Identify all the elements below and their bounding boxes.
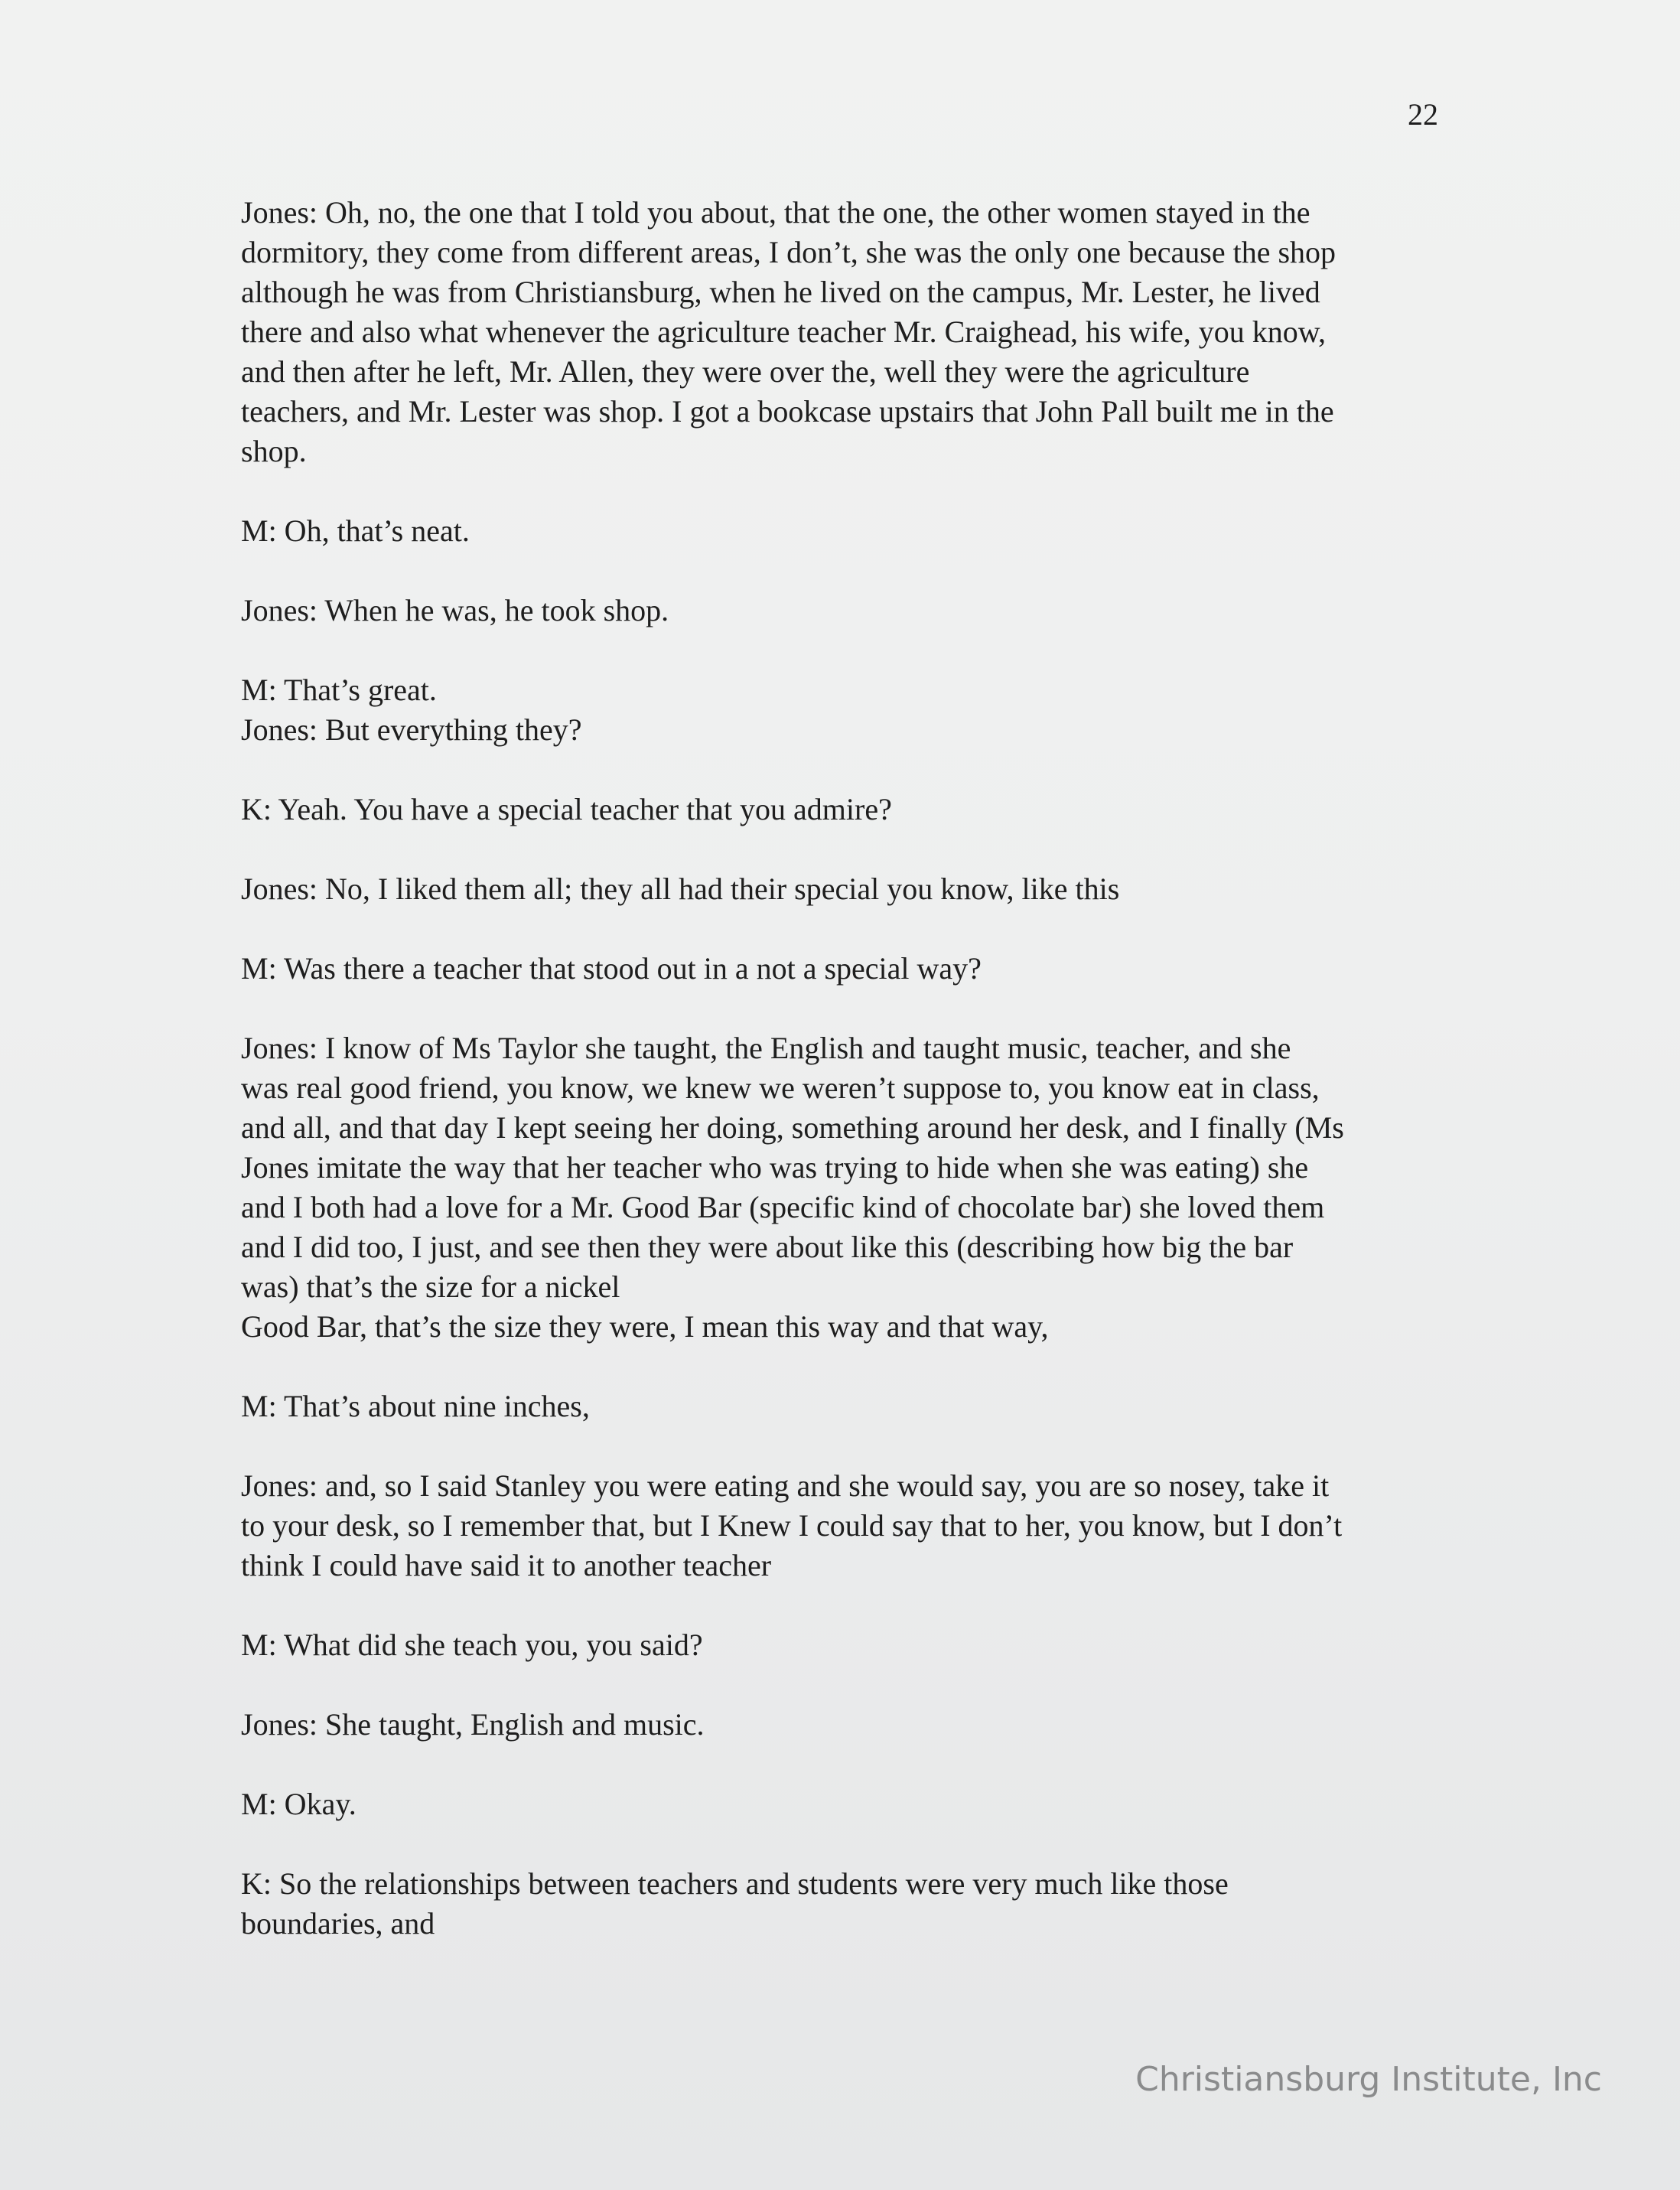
transcript-line: Jones imitate the way that her teacher who was trying to hide when she was eating) she [241,1150,1309,1185]
transcript-line: boundaries, and [241,1906,435,1941]
transcript-line: Jones: When he was, he took shop. [241,593,669,627]
transcript-line: Jones: No, I liked them all; they all had their special you know, like this [241,872,1120,906]
transcript-line: K: Yeah. You have a special teacher that you admire? [241,792,892,826]
transcript-line: and I did too, I just, and see then they were about like this (describing how big the bar [241,1230,1294,1264]
transcript-line: was real good friend, you know, we knew we weren’t suppose to, you know eat in class, [241,1071,1320,1105]
transcript-line: Good Bar, that’s the size they were, I mean this way and that way, [241,1309,1049,1344]
transcript-line: teachers, and Mr. Lester was shop. I got a bookcase upstairs that John Pall built me in the [241,394,1334,429]
paragraph-gap [241,631,1465,670]
paragraph-gap [241,1745,1465,1784]
transcript-line: M: What did she teach you, you said? [241,1628,703,1662]
transcript-line: although he was from Christiansburg, when he lived on the campus, Mr. Lester, he lived [241,275,1320,309]
transcript-line: M: Was there a teacher that stood out in a not a special way? [241,951,982,986]
page-number: 22 [1408,97,1438,132]
paragraph-gap [241,1585,1465,1625]
transcript-line: M: Oh, that’s neat. [241,513,470,548]
paragraph-gap [241,1426,1465,1466]
paragraph-gap [241,1347,1465,1387]
paragraph-gap [241,989,1465,1028]
transcript-line: M: Okay. [241,1787,357,1821]
transcript-line: M: That’s about nine inches, [241,1389,590,1423]
paragraph-gap [241,829,1465,869]
transcript-line: Jones: and, so I said Stanley you were eating and she would say, you are so nosey, take it [241,1468,1330,1503]
watermark: Christiansburg Institute, Inc [1135,2060,1602,2099]
transcript-line: K: So the relationships between teachers and students were very much like those [241,1866,1229,1901]
paragraph-gap [241,551,1465,591]
transcript-line: there and also what whenever the agriculture teacher Mr. Craighead, his wife, you know, [241,314,1327,349]
paragraph-gap [241,909,1465,949]
paragraph-gap [241,750,1465,790]
transcript-line: and I both had a love for a Mr. Good Bar (specific kind of chocolate bar) she loved them [241,1190,1325,1224]
transcript-line: and all, and that day I kept seeing her doing, something around her desk, and I finally (Ms [241,1110,1344,1145]
transcript-line: Jones: Oh, no, the one that I told you about, that the one, the other women stayed in the [241,195,1310,230]
transcript-line: Jones: She taught, English and music. [241,1707,705,1742]
transcript-line: Jones: But everything they? [241,712,582,747]
paragraph-gap [241,1824,1465,1864]
transcript-line: think I could have said it to another teacher [241,1548,772,1582]
transcript-line: Jones: I know of Ms Taylor she taught, the English and taught music, teacher, and she [241,1031,1291,1065]
transcript-line: and then after he left, Mr. Allen, they were over the, well they were the agriculture [241,354,1250,389]
transcript-line: shop. [241,434,307,468]
transcript-line: to your desk, so I remember that, but I Knew I could say that to her, you know, but I don’t [241,1508,1343,1543]
transcript-line: was) that’s the size for a nickel [241,1269,620,1304]
transcript-line: dormitory, they come from different areas, I don’t, she was the only one because the shop [241,235,1337,269]
transcript-body [241,193,1465,1944]
transcript-line: M: That’s great. [241,673,437,707]
paragraph-gap [241,1665,1465,1705]
paragraph-gap [241,471,1465,511]
